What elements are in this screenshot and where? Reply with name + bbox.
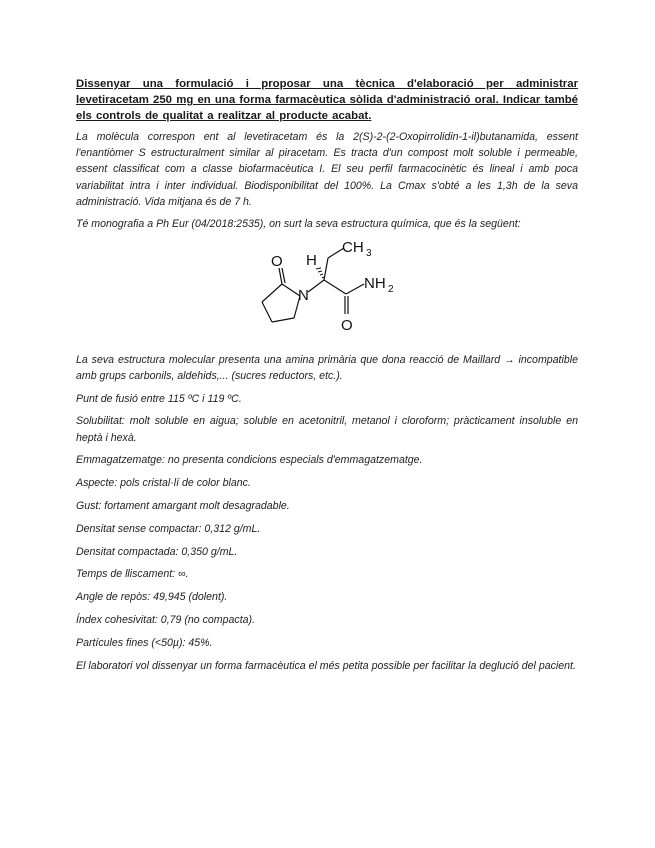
closing-paragraph: El laboratori vol dissenyar un forma farmacèutica el més petita possible per facilitar la deglució del pacient. xyxy=(76,659,576,672)
document-title: Dissenyar una formulació i proposar una tècnica d'elaboració per administrar levetiracetam 250 mg en una forma farmacèutica sòlida d'administració oral. Indicar també els controls de qualitat a realitzar al producte acabat. xyxy=(76,78,578,122)
chemical-structure xyxy=(76,238,578,348)
maillard-paragraph: La seva estructura molecular presenta una amina primària que dona reacció de Maillard → incompatible amb grups carbonils, aldehids,... (sucres reductors, etc.). xyxy=(76,354,578,383)
property-tapped-density: Densitat compactada: 0,350 g/mL. xyxy=(76,545,238,558)
property-taste: Gust: fortament amargant molt desagradable. xyxy=(76,500,290,513)
levetiracetam-structure-diagram xyxy=(256,238,416,346)
methyl-label: CH xyxy=(342,239,364,257)
property-storage: Emmagatzematge: no presenta condicions especials d'emmagatzematge. xyxy=(76,454,423,467)
ketone-oxygen-label: O xyxy=(271,253,283,271)
intro-paragraph: La molècula correspon ent al levetiracetam és la 2(S)-2-(2-Oxopirrolidin-1-il)butanamida, essent l'enantiòmer S estructuralment similar al piracetam. Es tracta d'un compost molt soluble i permeable, essent classificat com a classe biofarmacèutica I. El seu perfil farmacocinètic és lineal i amb poca variabilitat intra i inter individual. Biodisponibilitat del 100%. La Cmax s'obté a les 1,3h de la seva administració. Vida mitjana és de 7 h. xyxy=(76,131,578,208)
document-page xyxy=(76,76,578,680)
methyl-subscript: 3 xyxy=(366,248,372,260)
property-flow-time: Temps de lliscament: ∞. xyxy=(76,568,189,581)
hydrogen-label: H xyxy=(306,252,317,270)
amide-oxygen-label: O xyxy=(341,317,353,335)
property-appearance: Aspecte: pols cristal·lí de color blanc. xyxy=(76,477,251,490)
amine-label: NH xyxy=(364,275,386,293)
property-melting-point: Punt de fusió entre 115 ºC i 119 ºC. xyxy=(76,392,242,405)
property-cohesivity-index: Índex cohesivitat: 0,79 (no compacta). xyxy=(76,614,256,626)
property-bulk-density: Densitat sense compactar: 0,312 g/mL. xyxy=(76,522,261,535)
property-angle-of-repose: Angle de repòs: 49,945 (dolent). xyxy=(76,591,228,604)
amine-subscript: 2 xyxy=(388,284,394,296)
monograph-paragraph: Té monografia a Ph Eur (04/2018:2535), on surt la seva estructura química, que és la següent: xyxy=(76,218,521,231)
nitrogen-label: N xyxy=(298,287,309,305)
property-fine-particles: Partícules fines (<50µ): 45%. xyxy=(76,636,213,649)
stereo-hash-bond xyxy=(316,268,324,278)
property-solubility: Solubilitat: molt soluble en aigua; soluble en acetonitril, metanol i cloroform; pràcticament insoluble en heptà i hexà. xyxy=(76,415,578,444)
